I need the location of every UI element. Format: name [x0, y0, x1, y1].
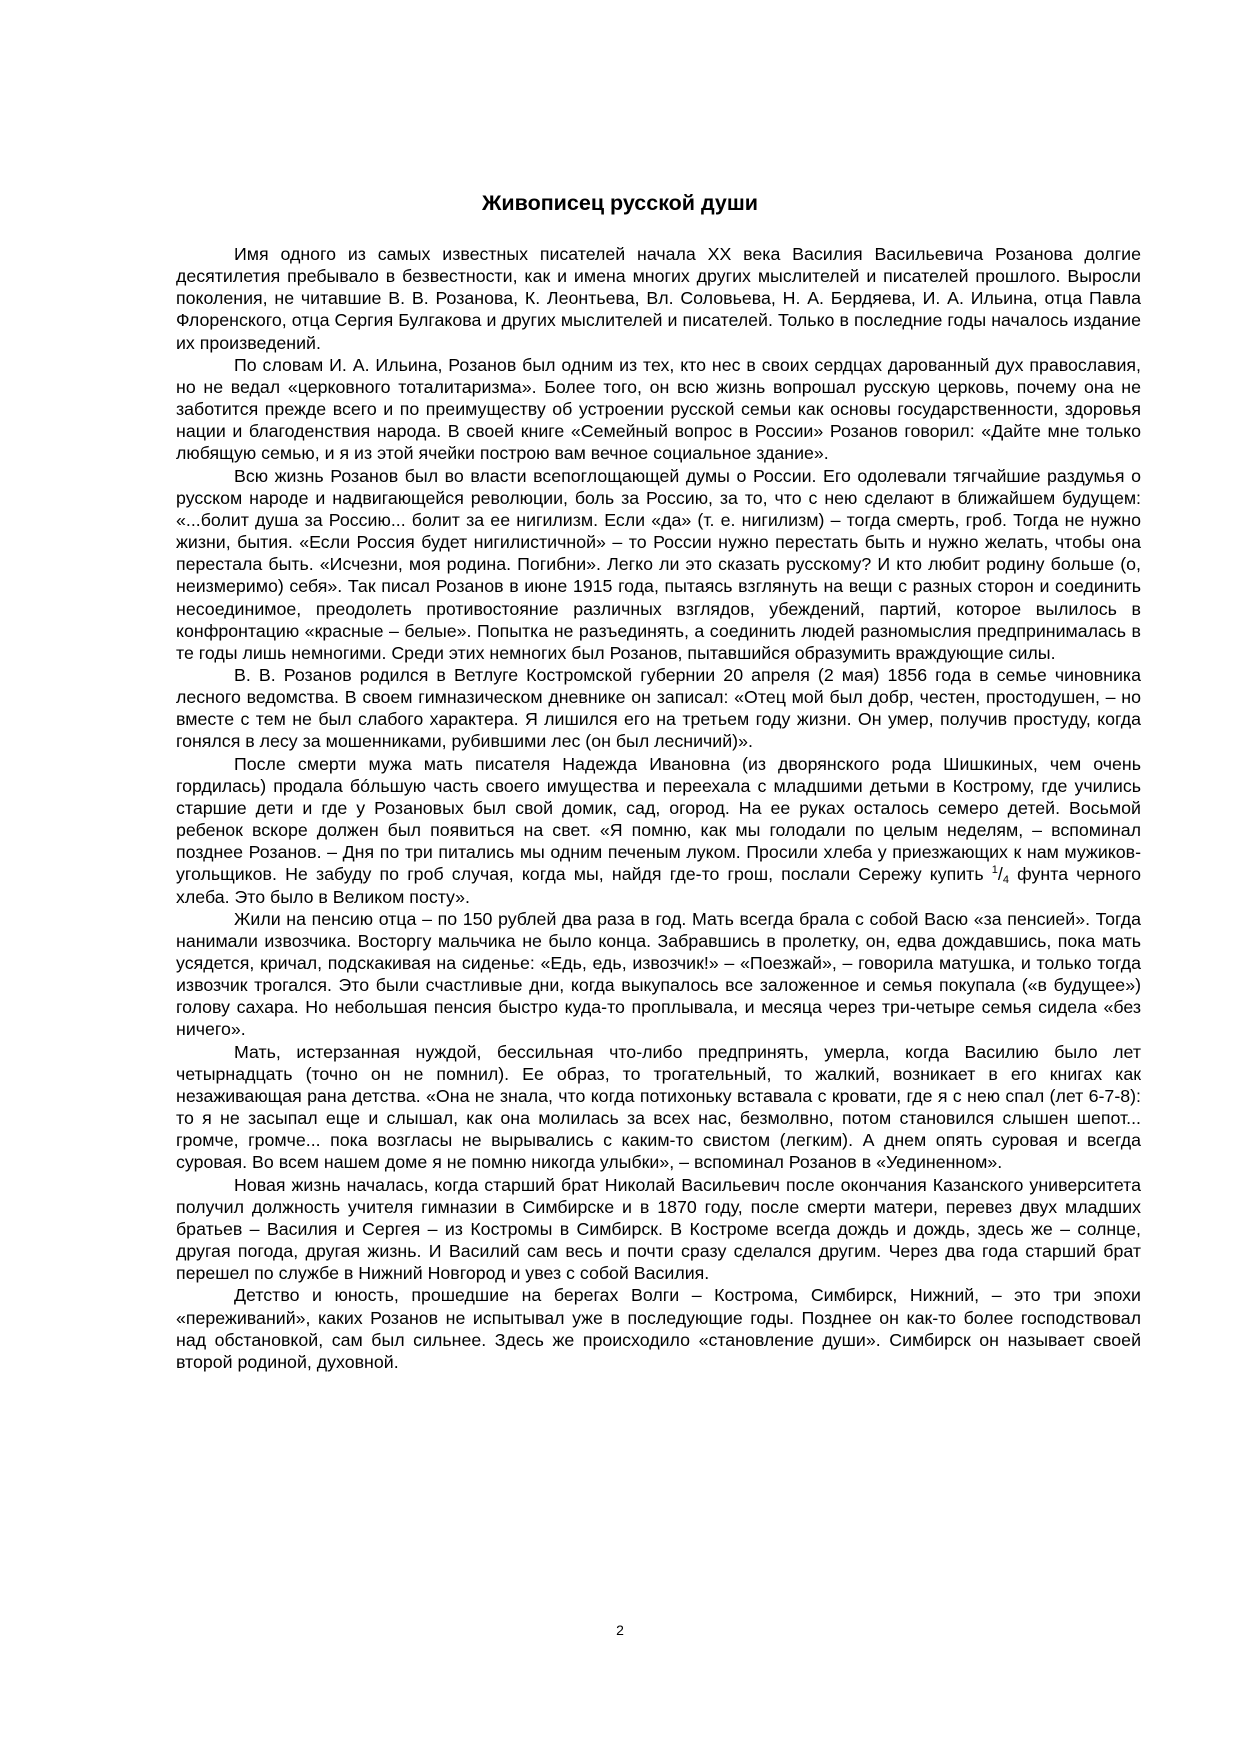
paragraph: Всю жизнь Розанов был во власти всепоглощающей думы о России. Его одолевали тягчайшие раздумья о русском народе и надвигающейся революции, боль за Россию, за то, что с нею сделают в ближайшем будущем: «...болит душа за Россию... болит за ее нигилизм. Если «да» (т. е. нигилизм) – тогда смерть, гроб. Тогда не нужно жизни, бытия. «Если Россия будет нигилистичной» – то России нужно перестать быть и нужно желать, чтобы она перестала быть. «Исчезни, моя родина. Погибни». Легко ли это сказать русскому? И кто любит родину больше (о, неизмеримо) себя». Так писал Розанов в июне 1915 года, пытаясь взглянуть на вещи с разных сторон и соединить несоединимое, преодолеть противостояние различных взглядов, убеждений, партий, которое вылилось в конфронтацию «красные – белые». Попытка не разъединять, а соединить людей разномыслия предпринималась в те годы лишь немногими. Среди этих немногих был Розанов, пытавшийся образумить враждующие силы. [176, 465, 1141, 663]
document-title: Живописец русской души [481, 191, 758, 215]
paragraph [176, 753, 1141, 908]
paragraph: Детство и юность, прошедшие на берегах Волги – Кострома, Симбирск, Нижний, – это три эпохи «переживаний», каких Розанов не испытывал уже в последующие годы. Позднее он как-то более господствовал над обстановкой, сам был сильнее. Здесь же происходило «становление души». Симбирск он называет своей второй родиной, духовной. [176, 1285, 1141, 1372]
paragraph: Новая жизнь началась, когда старший брат Николай Васильевич после окончания Казанского университета получил должность учителя гимназии в Симбирске и в 1870 году, после смерти матери, перевез двух младших братьев – Василия и Сергея – из Костромы в Симбирск. В Костроме всегда дождь и дождь, здесь же – солнце, другая погода, другая жизнь. И Василий сам весь и почти сразу сделался другим. Через два года старший брат перешел по службе в Нижний Новгород и увез с собой Василия. [176, 1174, 1141, 1284]
paragraph-text: фунта черного хлеба. Это было в Великом посту». [176, 864, 1141, 907]
fraction-numerator: 1 [991, 864, 998, 877]
paragraph: Жили на пенсию отца – по 150 рублей два раза в год. Мать всегда брала с собой Васю «за пенсией». Тогда нанимали извозчика. Восторгу мальчика не было конца. Забравшись в пролетку, он, едва дождавшись, пока мать усядется, кричал, подскакивая на сиденье: «Едь, едь, извозчик!» – «Поезжай», – говорила матушка, и только тогда извозчик трогался. Это были счастливые дни, когда выкупалось все заложенное и семья покупала («в будущее») голову сахара. Но небольшая пенсия быстро куда-то проплывала, и месяца через три-четыре семья сидела «без ничего». [176, 908, 1141, 1040]
paragraph: В. В. Розанов родился в Ветлуге Костромской губернии 20 апреля (2 мая) 1856 года в семье чиновника лесного ведомства. В своем гимназическом дневнике он записал: «Отец мой был добр, честен, простодушен, – но вместе с тем не был слабого характера. Я лишился его на третьем году жизни. Он умер, получив простуду, когда гонялся в лесу за мошенниками, рубившими лес (он был лесничий)». [176, 664, 1141, 752]
document-body [176, 243, 1141, 1373]
paragraph: Имя одного из самых известных писателей начала XX века Василия Васильевича Розанова долгие десятилетия пребывало в безвестности, как и имена многих других мыслителей и писателей прошлого. Выросли поколения, не читавшие В. В. Розанова, К. Леонтьева, Вл. Соловьева, Н. А. Бердяева, И. А. Ильина, отца Павла Флоренского, отца Сергия Булгакова и других мыслителей и писателей. Только в последние годы началось издание их произведений. [176, 244, 1141, 353]
paragraph: По словам И. А. Ильина, Розанов был одним из тех, кто нес в своих сердцах дарованный дух православия, но не ведал «церковного тоталитаризма». Более того, он всю жизнь вопрошал русскую церковь, почему она не заботится прежде всего и по преимуществу об устроении русской семьи как основы государственности, здоровья нации и благоденствия народа. В своей книге «Семейный вопрос в России» Розанов говорил: «Дайте мне только любящую семью, и я из этой ячейки построю вам вечное социальное здание». [176, 354, 1141, 464]
fraction-denominator: 4 [1002, 874, 1009, 887]
paragraph: Мать, истерзанная нуждой, бессильная что-либо предпринять, умерла, когда Василию было лет четырнадцать (точно он не помнил). Ее образ, то трогательный, то жалкий, возникает в его книгах как незаживающая рана детства. «Она не знала, что когда потихоньку вставала с кровати, где я с нею спал (лет 6-7-8): то я не засыпал еще и слышал, как она молилась за всех нас, безмолвно, потом становился слышен шепот... громче, громче... пока возгласы не вырывались с каким-то свистом (легким). А днем опять суровая и всегда суровая. Во всем нашем доме я не помню никогда улыбки», – вспоминал Розанов в «Уединенном». [176, 1041, 1141, 1173]
paragraph-text: После смерти мужа мать писателя Надежда Ивановна (из дворянского рода Шишкиных, чем очень гордилась) продала бóльшую часть своего имущества и переехала с младшими детьми в Кострому, где учились старшие дети и где у Розановых был свой домик, сад, огород. На ее руках осталось семеро детей. Восьмой ребенок вскоре должен был появиться на свет. «Я помню, как мы голодали по целым неделям, – вспоминал позднее Розанов. – Дня по три питались мы одним печеным луком. Просили хлеба у приезжающих к нам мужиков-угольщиков. Не забуду по гроб случая, когда мы, найдя где-то грош, послали Сережу купить [176, 753, 1141, 885]
page-number: 2 [616, 1622, 624, 1638]
fraction-slash: / [997, 864, 1003, 885]
